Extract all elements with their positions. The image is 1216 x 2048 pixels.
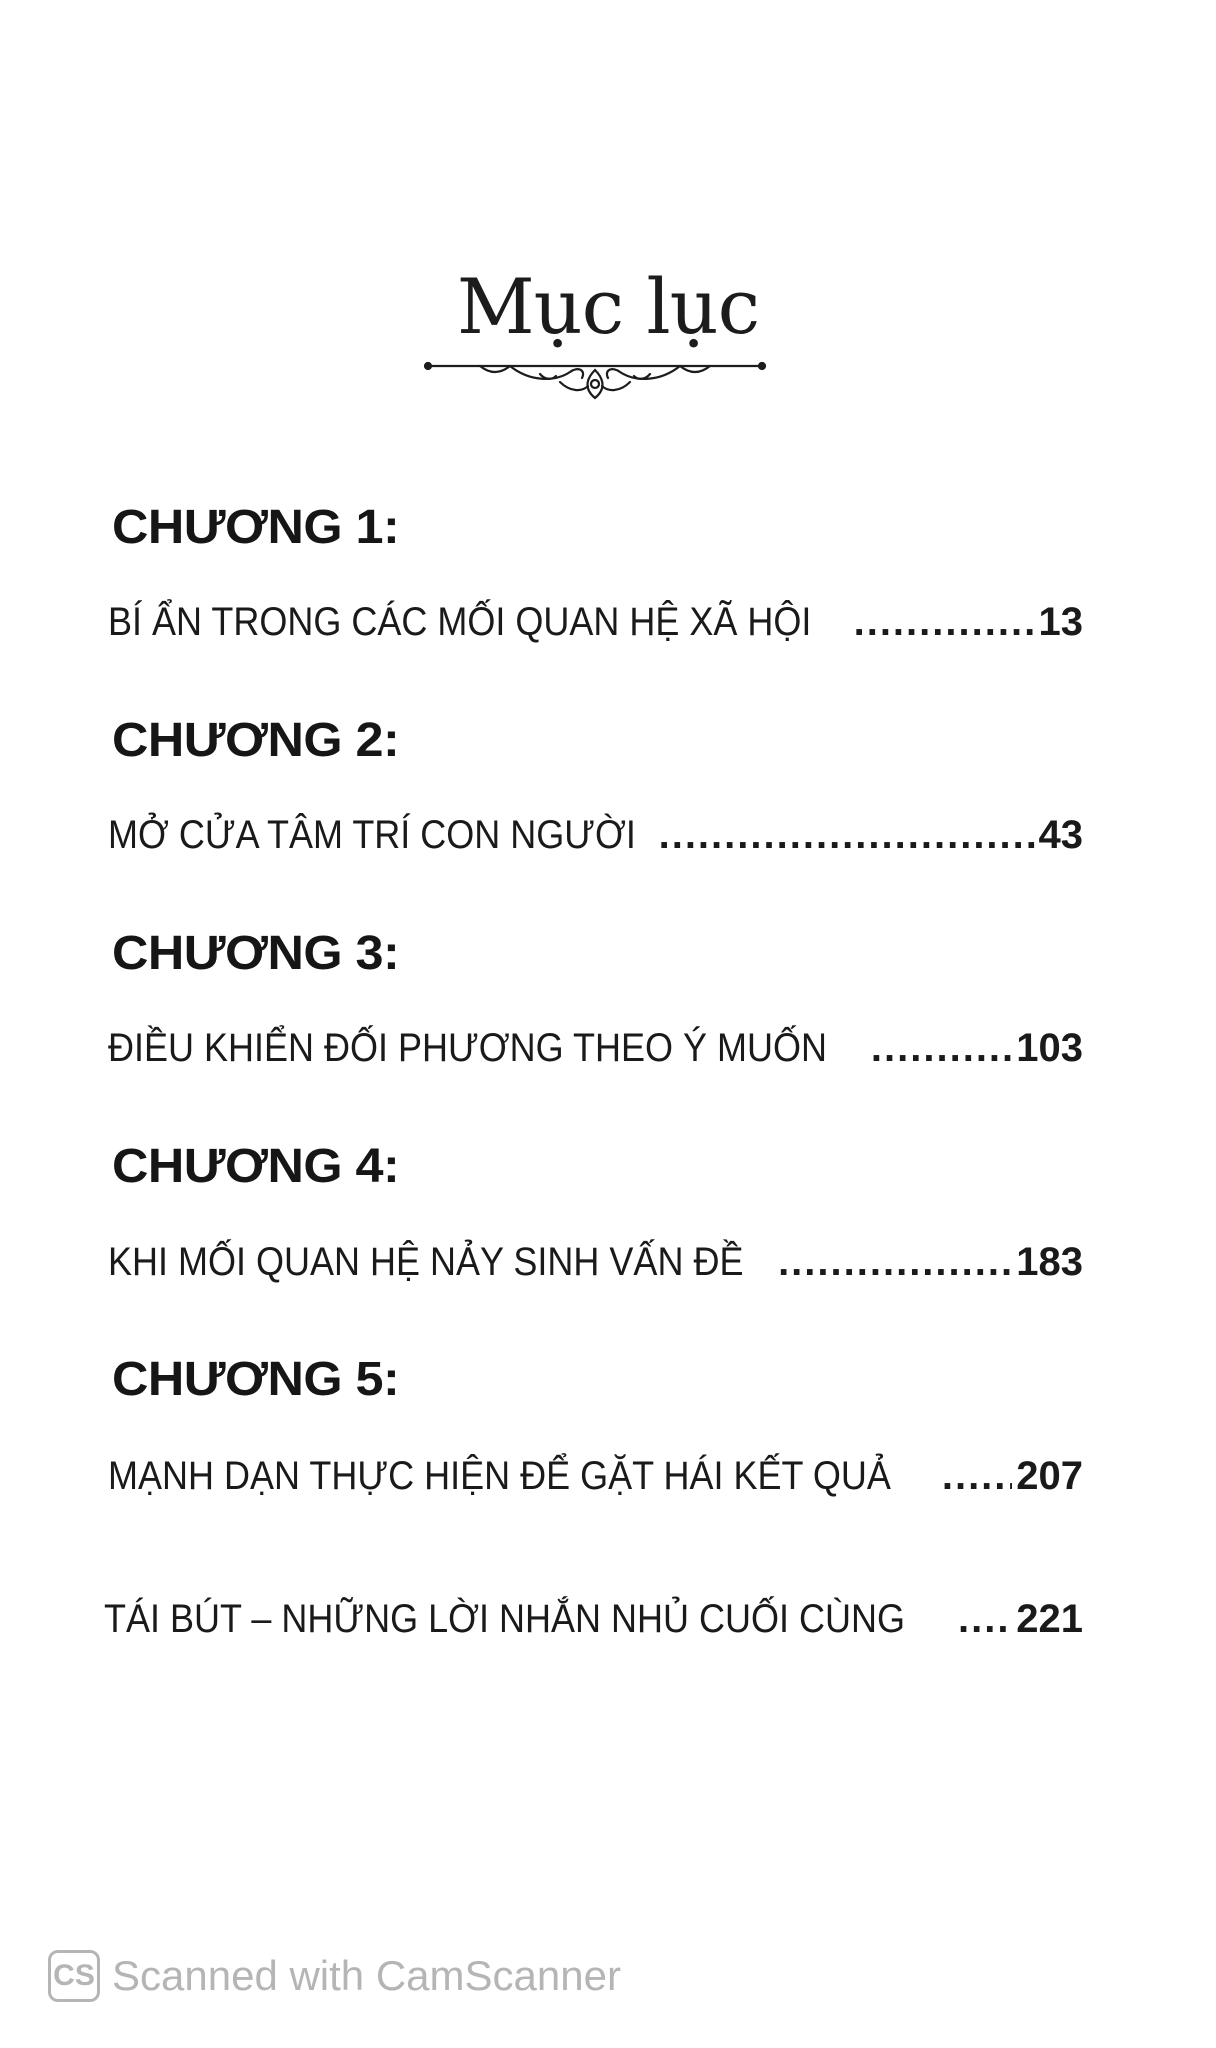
camscanner-logo-icon: CS [48, 1950, 100, 2002]
toc-entry-5[interactable] [108, 1454, 1083, 1499]
toc-page-number: 183 [1016, 1240, 1083, 1284]
chapter-heading-1: CHƯƠNG 1: [112, 501, 400, 554]
dot-leader [659, 813, 1035, 858]
toc-entry-title: ĐIỀU KHIỂN ĐỐI PHƯƠNG THEO Ý MUỐN [108, 1026, 828, 1070]
toc-page-number: 221 [1016, 1597, 1083, 1641]
ornament-divider [420, 352, 770, 412]
toc-entry-1[interactable] [108, 600, 1083, 645]
toc-entry-4[interactable] [108, 1240, 1083, 1285]
dot-leader [854, 600, 1035, 645]
dot-leader [958, 1597, 1012, 1642]
toc-entry-2[interactable] [108, 813, 1083, 858]
toc-page-number: 43 [1038, 813, 1083, 857]
toc-page-number: 207 [1016, 1454, 1083, 1498]
chapter-heading-4: CHƯƠNG 4: [112, 1140, 400, 1193]
dot-leader [778, 1240, 1012, 1285]
toc-entry-title: BÍ ẨN TRONG CÁC MỐI QUAN HỆ XÃ HỘI [108, 600, 812, 644]
toc-entry-title: MỞ CỬA TÂM TRÍ CON NGƯỜI [108, 813, 636, 857]
dot-leader [871, 1026, 1012, 1071]
watermark-text: Scanned with CamScanner [112, 1952, 621, 1999]
chapter-heading-2: CHƯƠNG 2: [112, 714, 400, 767]
toc-entry-title: MẠNH DẠN THỰC HIỆN ĐỂ GẶT HÁI KẾT QUẢ [108, 1454, 891, 1498]
camscanner-watermark [48, 1946, 621, 2006]
toc-entry-title: KHI MỐI QUAN HỆ NẢY SINH VẤN ĐỀ [108, 1240, 744, 1284]
toc-page-number: 13 [1038, 600, 1083, 644]
chapter-heading-5: CHƯƠNG 5: [112, 1353, 400, 1406]
toc-entry-3[interactable] [108, 1026, 1083, 1071]
toc-page-number: 103 [1016, 1026, 1083, 1070]
page-title: Mục lục [456, 262, 760, 351]
toc-entry-postscript[interactable] [104, 1597, 1083, 1642]
toc-entry-title: TÁI BÚT – NHỮNG LỜI NHẮN NHỦ CUỐI CÙNG [104, 1597, 906, 1641]
dot-leader [942, 1454, 1012, 1499]
chapter-heading-3: CHƯƠNG 3: [112, 927, 400, 980]
